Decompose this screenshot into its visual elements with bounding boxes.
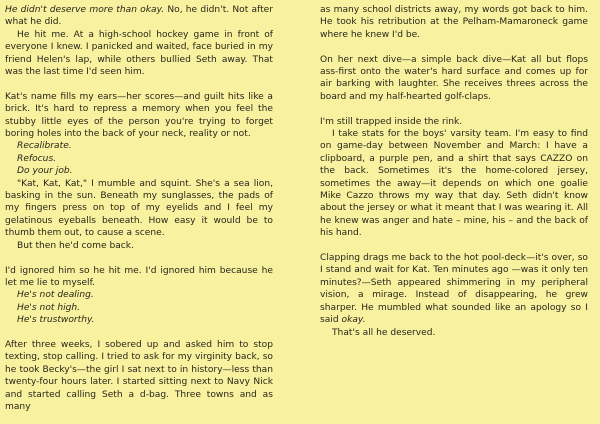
paragraph-text: Clapping drags me back to the hot pool-deck—it's over, so I stand and wait for Kat. Ten minutes ago —was it only ten minutes?—Seth appeared shimmering in my peripheral vision, a mirage. Instead of disappearing, he grew sharper. He mumbled what sounded like an apology so I said: [320, 253, 588, 326]
paragraph: "Kat, Kat, Kat," I mumble and squint. She's a sea lion, basking in the sun. Beneath my sunglasses, the pads of my fingers press on top of my eyelids and I feel my gelatinous eyeballs beneath. How easy it would be to thumb them out, to cause a scene.: [5, 178, 273, 239]
mantra-line: Do your job.: [17, 166, 73, 177]
paragraph: I'd ignored him so he hit me. I'd ignored him because he let me lie to myself.: [5, 265, 273, 288]
mantra-line: He's not dealing.: [17, 290, 94, 301]
paragraph: [320, 252, 588, 326]
right-column: [320, 4, 588, 339]
mantra-line: He's not high.: [17, 302, 81, 313]
left-column: [5, 4, 273, 413]
paragraph: After three weeks, I sobered up and asked him to stop texting, stop calling. I tried to ask for my virginity back, so he took Becky's—the girl I sat next to in history—less than twenty-four hours later. I started sitting next to Navy Nick and started calling Seth a d-bag. Three towns and as many: [5, 339, 273, 412]
italic-phrase: He didn't deserve more than okay.: [5, 5, 165, 15]
paragraph: I'm still trapped inside the rink.: [320, 116, 463, 127]
mantra-line: Refocus.: [17, 153, 57, 164]
paragraph: On her next dive—a simple back dive—Kat all but flops ass-first onto the water's hard surface and comes up for air barking with laughter. She receives threes across the board and my half-hearted golf-claps.: [320, 54, 588, 102]
mantra-line: Recalibrate.: [17, 141, 72, 152]
paragraph: That's all he deserved.: [332, 327, 436, 338]
paragraph: He hit me. At a high-school hockey game in front of everyone I knew. I panicked and waited, face buried in my friend Helen's lap, while others bullied Seth away. That was the last time I'd seen him.: [5, 29, 273, 78]
paragraph-text: No, he didn't. Not after what he did.: [5, 5, 273, 28]
paragraph: But then he'd come back.: [17, 240, 134, 251]
paragraph: as many school districts away, my words got back to him. He took his retribution at the Pelham-Mamaroneck game where he knew I'd be.: [320, 5, 588, 40]
italic-phrase: okay.: [341, 315, 366, 326]
paragraph: [5, 4, 273, 29]
paragraph: I take stats for the boys' varsity team. I'm easy to find on game-day between November and March: I have a clipboard, a purple pen, and a shirt that says CAZZO on the back. Sometimes it's the home-colored jersey, sometimes the away—it depends on which one goalie Mike Cazzo throws my way that day. Seth didn't know about the jersey or what it meant that I was wearing it. All he knew was anger and hate – mine, his – and the back of his hand.: [320, 129, 588, 239]
paragraph: Kat's name fills my ears—her scores—and guilt hits like a brick. It's hard to repress a memory when you feel the stubby little eyes of the person you're trying to forget boring holes into the back of your neck, reality or not.: [5, 91, 273, 140]
mantra-line: He's trustworthy.: [17, 315, 95, 326]
